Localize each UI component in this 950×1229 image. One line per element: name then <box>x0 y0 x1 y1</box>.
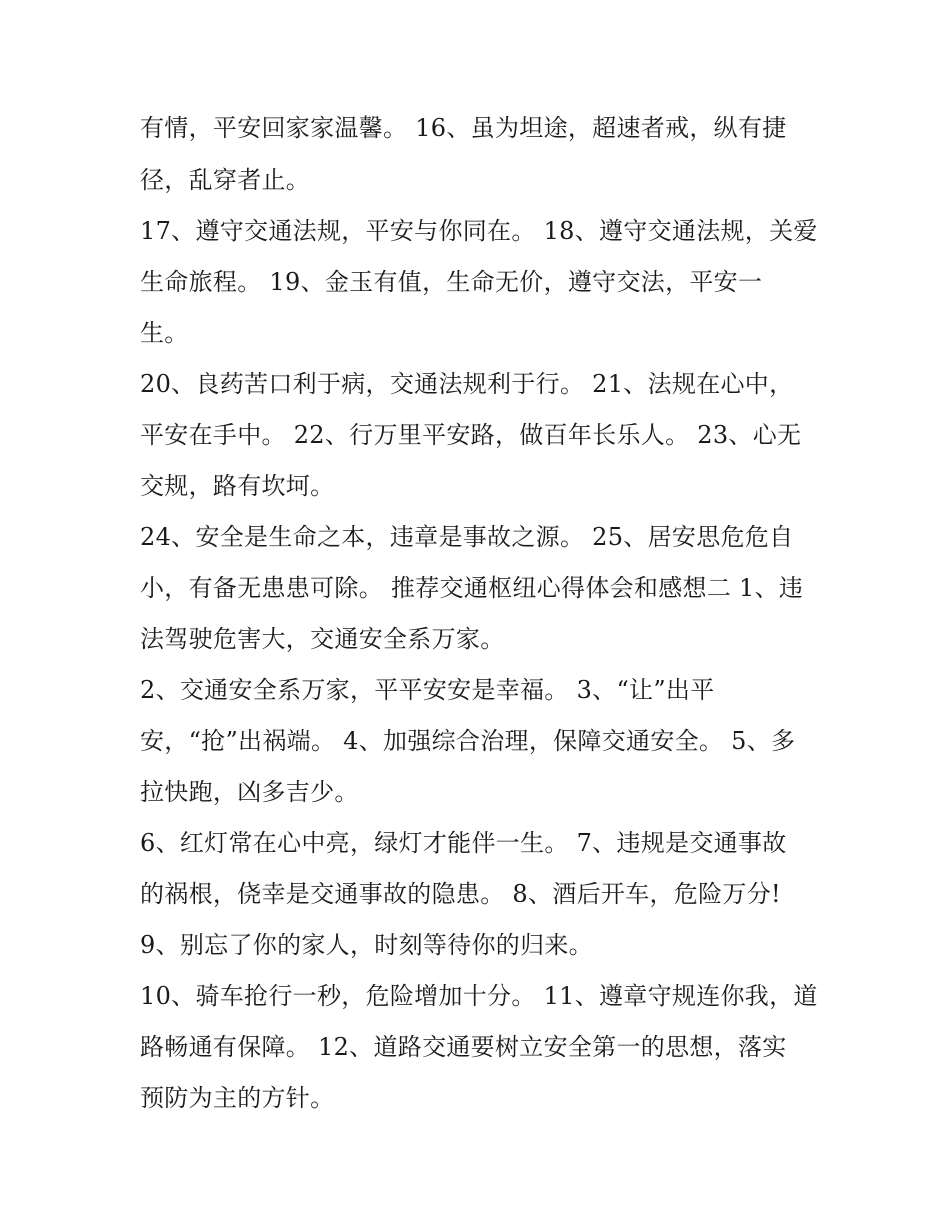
text-line: 有情，平安回家家温馨。 16、虽为坦途，超速者戒，纵有捷 <box>140 114 787 142</box>
text-line: 的祸根，侥幸是交通事故的隐患。 8、酒后开车，危险万分! <box>140 880 781 908</box>
text-line: 安，“抢”出祸端。 4、加强综合治理，保障交通安全。 5、多 <box>140 727 796 755</box>
text-line: 生命旅程。 19、金玉有值，生命无价，遵守交法，平安一 <box>140 268 763 296</box>
text-line: 径，乱穿者止。 <box>140 166 311 194</box>
text-line: 平安在手中。 22、行万里平安路，做百年长乐人。 23、心无 <box>140 421 802 449</box>
text-line: 路畅通有保障。 12、道路交通要树立安全第一的思想，落实 <box>140 1033 787 1061</box>
text-line: 10、骑车抢行一秒，危险增加十分。 11、遵章守规连你我，道 <box>140 982 818 1010</box>
text-line: 6、红灯常在心中亮，绿灯才能伴一生。 7、违规是交通事故 <box>140 829 787 857</box>
text-line: 交规，路有坎坷。 <box>140 472 335 500</box>
text-line: 法驾驶危害大，交通安全系万家。 <box>140 625 505 653</box>
text-line: 2、交通安全系万家，平平安安是幸福。 3、“让”出平 <box>140 676 715 704</box>
text-line: 9、别忘了你的家人，时刻等待你的归来。 <box>140 931 593 959</box>
text-line: 17、遵守交通法规，平安与你同在。 18、遵守交通法规，关爱 <box>140 217 818 245</box>
text-line: 预防为主的方针。 <box>140 1084 335 1112</box>
text-line: 20、良药苦口利于病，交通法规利于行。 21、法规在心中， <box>140 370 794 398</box>
text-line: 拉快跑，凶多吉少。 <box>140 778 359 806</box>
text-line: 24、安全是生命之本，违章是事故之源。 25、居安思危危自 <box>140 523 794 551</box>
text-line: 生。 <box>140 319 189 347</box>
text-line: 小，有备无患患可除。 推荐交通枢纽心得体会和感想二 1、违 <box>140 574 804 602</box>
